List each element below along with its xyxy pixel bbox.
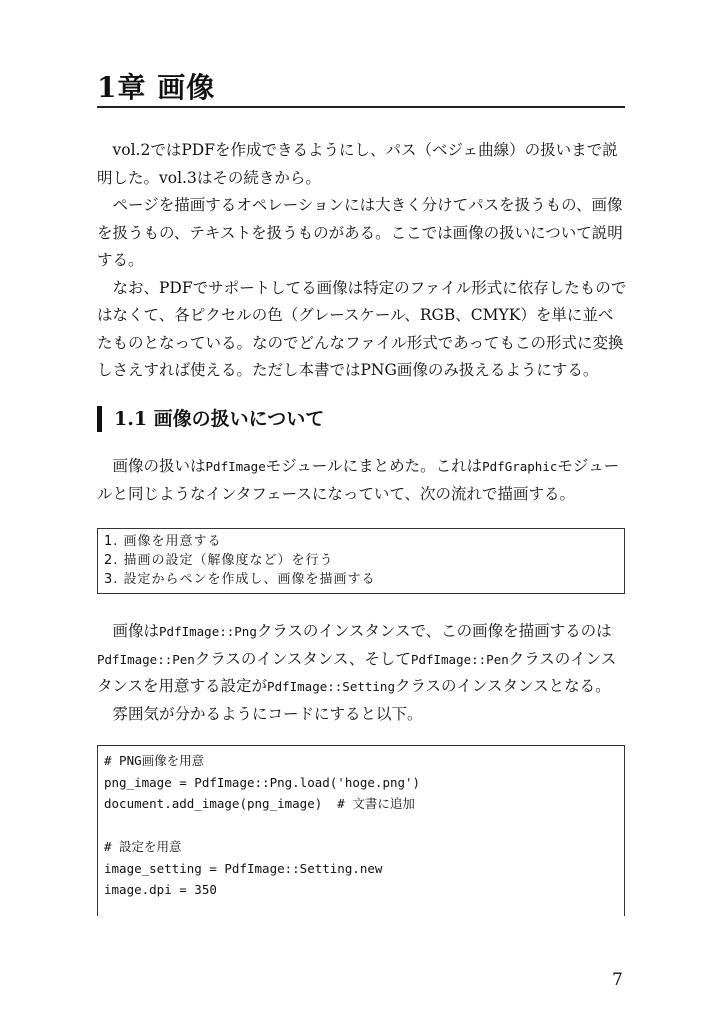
text-span: ページを描画するオペレーションには大きく分けてパスを扱うもの、画像 bbox=[97, 196, 623, 214]
inline-code: PdfImage bbox=[205, 459, 266, 474]
text-line bbox=[97, 275, 625, 302]
text-span: 明した。vol.3はその続きから。 bbox=[97, 168, 321, 187]
text-span: クラスのインスタンス、そして bbox=[194, 649, 411, 668]
text-line bbox=[97, 673, 625, 700]
title-rule bbox=[97, 106, 625, 108]
inline-code: PdfImage::Pen bbox=[97, 651, 195, 667]
text-span: クラスのインスタンスとなる。 bbox=[394, 677, 611, 695]
text-span: を扱うもの、テキストを扱うものがある。ここでは画像の扱いについて説明 bbox=[97, 223, 623, 242]
text-span: たものとなっている。なのでどんなファイル形式であってもこの形式に変換 bbox=[97, 333, 624, 352]
code-line: png_image = PdfImage::Png.load('hoge.png') bbox=[104, 774, 421, 790]
text-line bbox=[97, 165, 625, 192]
text-span: モジュー bbox=[557, 457, 620, 475]
section-heading: 1.1 画像の扱いについて bbox=[97, 406, 324, 432]
code-block bbox=[97, 745, 625, 916]
text-span: する。 bbox=[97, 251, 144, 269]
text-line bbox=[97, 481, 625, 508]
code-line: image.dpi = 350 bbox=[104, 882, 217, 897]
text-line bbox=[97, 618, 625, 645]
text-line bbox=[97, 330, 625, 357]
step-item: 2. 描画の設定（解像度など）を行う bbox=[104, 553, 334, 568]
text-line bbox=[97, 453, 625, 480]
inline-code: PdfImage::Png bbox=[159, 624, 257, 639]
code-line: # 設定を用意 bbox=[104, 839, 182, 854]
text-span: しさえすれば使える。ただし本書ではPNG画像のみ扱えるようにする。 bbox=[97, 361, 599, 379]
code-line: image_setting = PdfImage::Setting.new bbox=[104, 860, 383, 876]
text-line bbox=[97, 247, 625, 274]
inline-code: PdfGraphic bbox=[482, 459, 558, 474]
steps-box bbox=[97, 528, 625, 594]
text-span: はなくて、各ピクセルの色（グレースケール、RGB、CMYK）を単に並べ bbox=[97, 306, 614, 324]
text-span: クラスのインスタンスで、この画像を描画するのは bbox=[256, 622, 612, 640]
text-span: モジュールにまとめた。これは bbox=[265, 457, 483, 475]
chapter-title: 1章 画像 bbox=[97, 71, 216, 104]
code-line: document.add_image(png_image) # 文書に追加 bbox=[104, 796, 415, 811]
step-item: 3. 設定からペンを作成し、画像を描画する bbox=[104, 572, 376, 587]
text-span: ルと同じようなインタフェースになっていて、次の流れで描画する。 bbox=[97, 484, 576, 503]
page-number: 7 bbox=[612, 970, 623, 990]
text-line bbox=[97, 302, 625, 329]
inline-code: PdfImage::Setting bbox=[267, 679, 395, 694]
code-line: # PNG画像を用意 bbox=[104, 753, 205, 768]
inline-code: PdfImage::Pen bbox=[410, 651, 509, 667]
text-line bbox=[97, 646, 625, 673]
text-line bbox=[97, 701, 625, 728]
text-line bbox=[97, 137, 625, 164]
text-span: 雰囲気が分かるようにコードにすると以下。 bbox=[97, 704, 423, 723]
text-span: 画像は bbox=[97, 622, 160, 640]
text-span: 画像の扱いは bbox=[97, 457, 206, 475]
text-span: vol.2ではPDFを作成できるようにし、パス（ベジェ曲線）の扱いまで説 bbox=[97, 141, 618, 159]
text-span: クラスのインス bbox=[508, 649, 617, 668]
text-span: タンスを用意する設定が bbox=[97, 677, 268, 695]
text-line bbox=[97, 220, 625, 247]
text-line bbox=[97, 357, 625, 384]
step-item: 1. 画像を用意する bbox=[104, 534, 222, 549]
text-line bbox=[97, 192, 625, 219]
text-span: なお、PDFでサポートしてる画像は特定のファイル形式に依存したもので bbox=[97, 278, 627, 297]
